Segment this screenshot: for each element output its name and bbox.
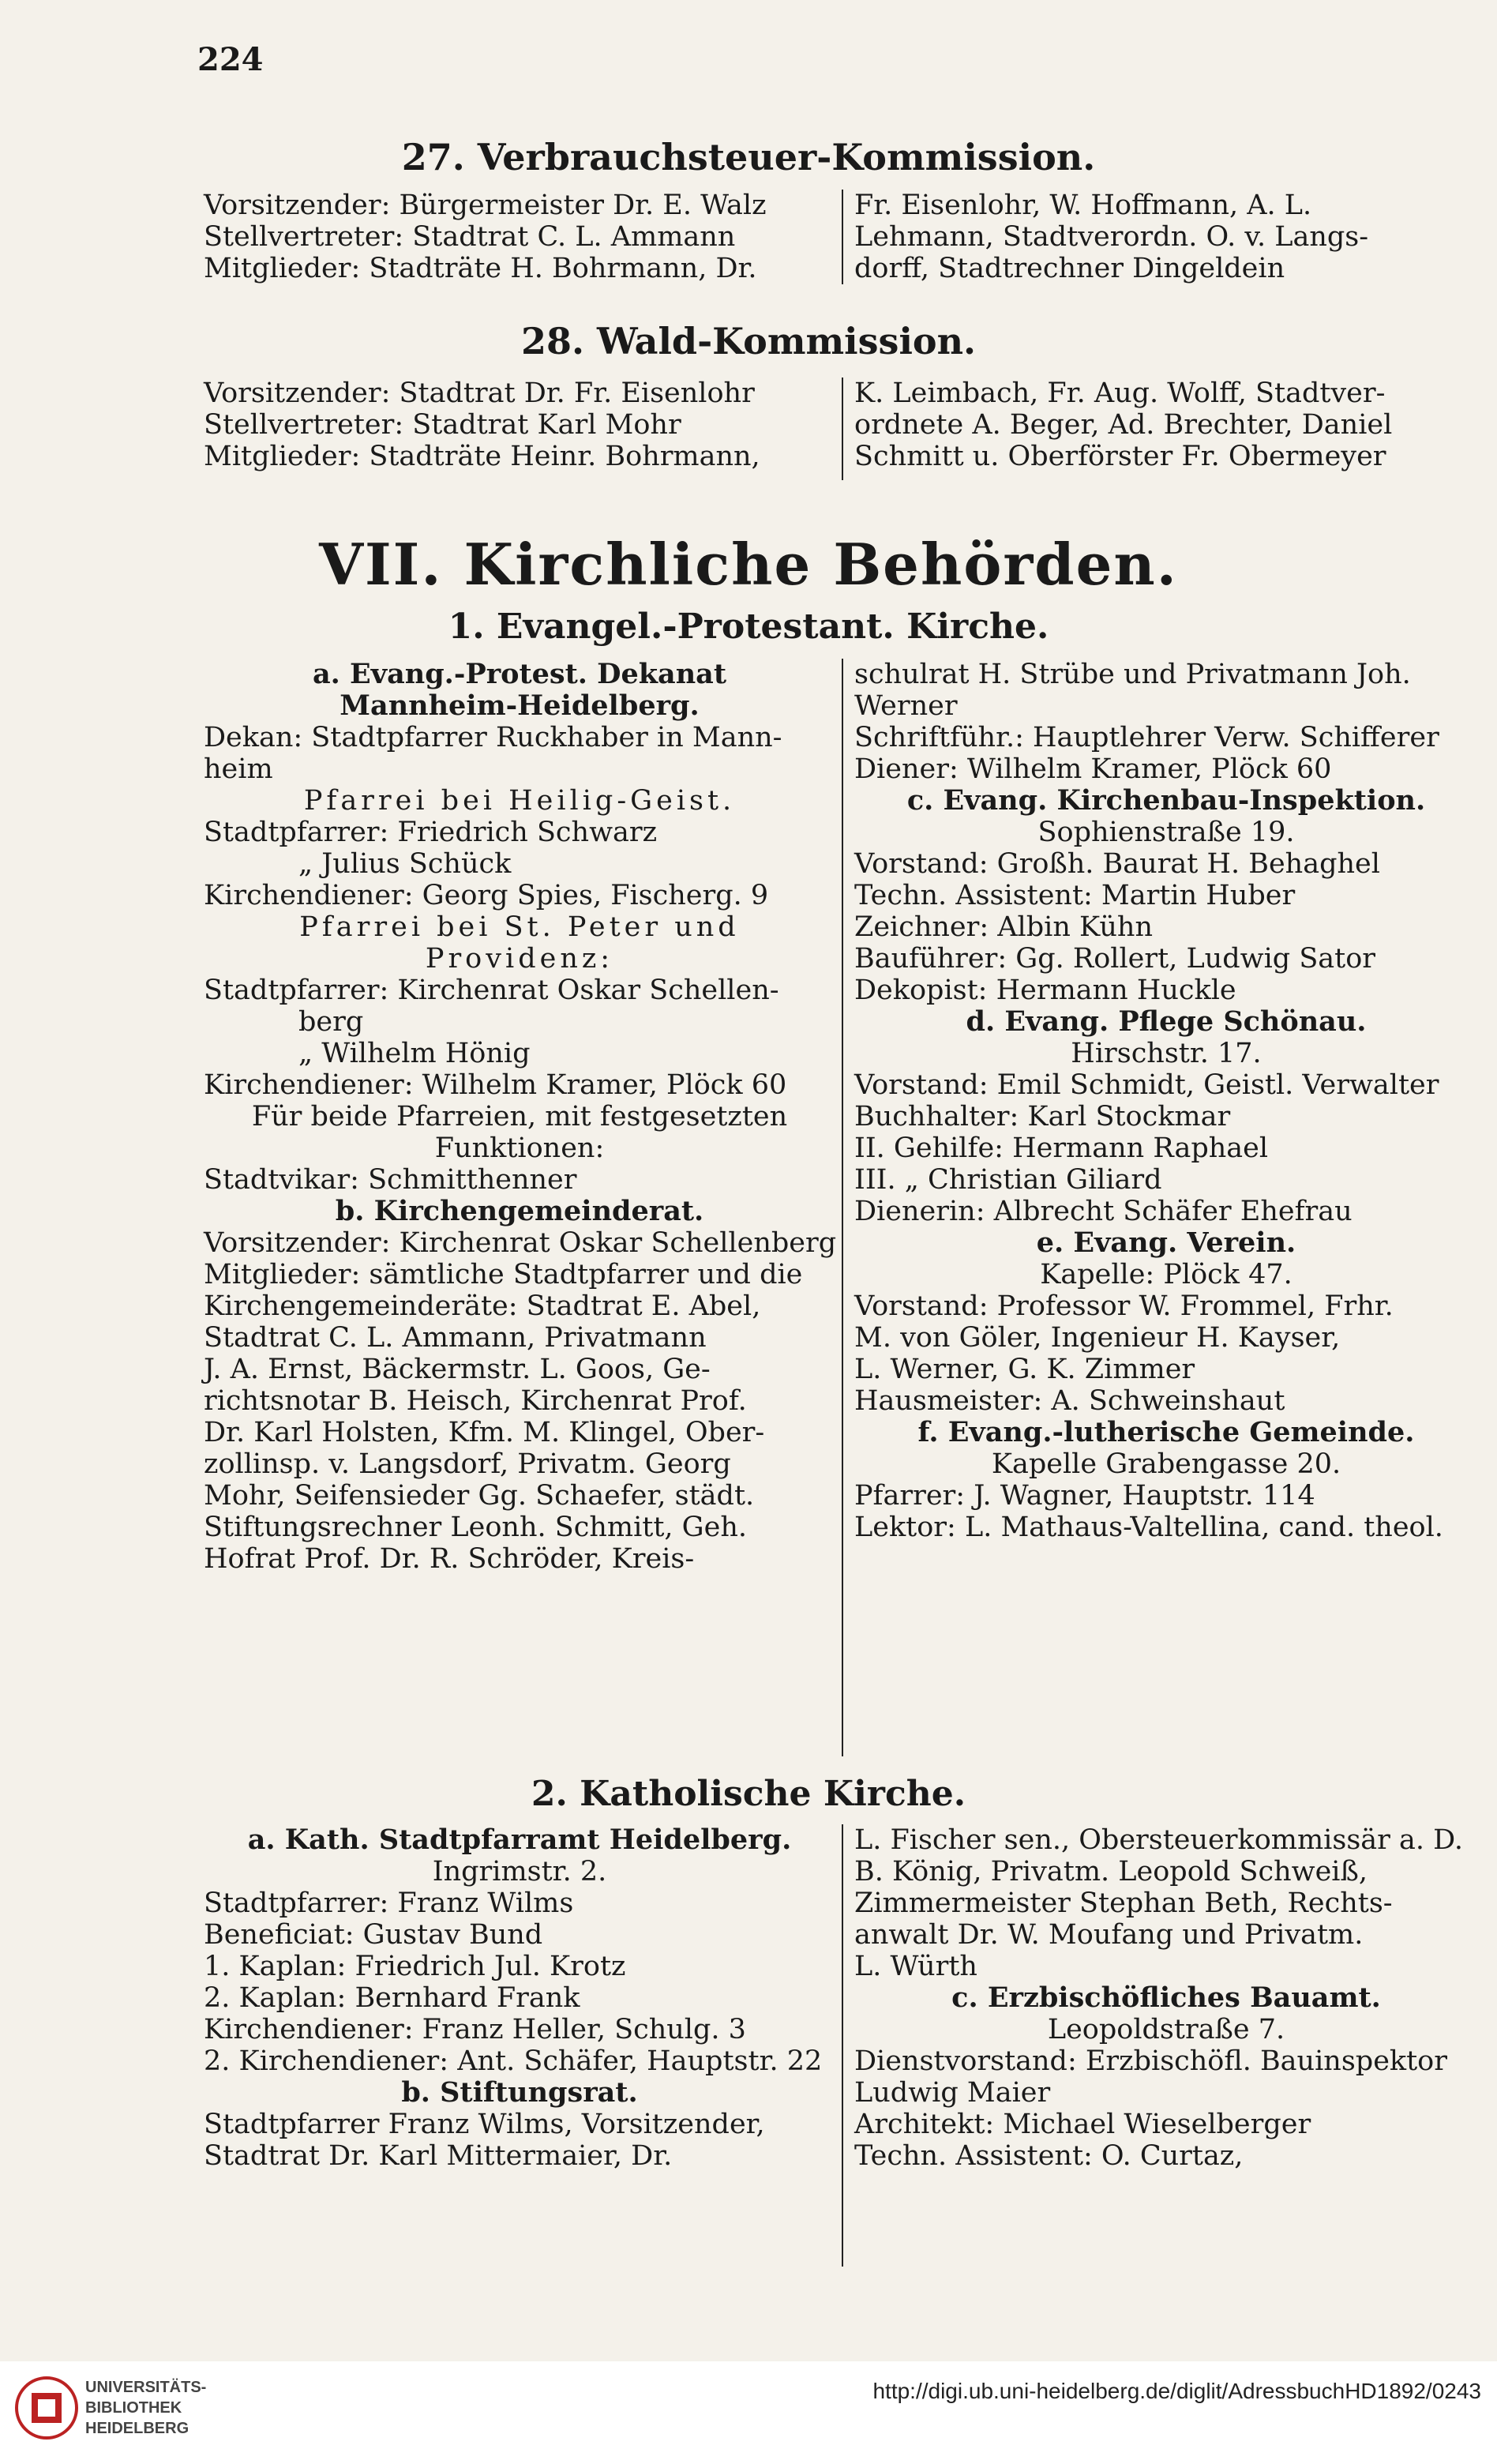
text-line: Vorstand: Emil Schmidt, Geistl. Verwalter [854, 1069, 1439, 1101]
text-line: Stadtrat C. L. Ammann, Privatmann [204, 1322, 707, 1354]
text-line: berg [298, 1006, 364, 1038]
text-line: „ Julius Schück [298, 848, 512, 880]
text-line: Vorstand: Großh. Baurat H. Behaghel [854, 848, 1380, 880]
section-28-title: 28. Wald-Kommission. [520, 320, 977, 362]
text-line: a. Kath. Stadtpfarramt Heidelberg. [247, 1824, 792, 1856]
column-divider [842, 190, 843, 284]
text-line: Vorsitzender: Stadtrat Dr. Fr. Eisenlohr [204, 377, 755, 409]
text-line: Stadtpfarrer Franz Wilms, Vorsitzender, [204, 2109, 765, 2140]
text-line: Diener: Wilhelm Kramer, Plöck 60 [854, 753, 1332, 785]
text-line: 2. Kirchendiener: Ant. Schäfer, Hauptstr. 22 [204, 2045, 823, 2077]
text-line: 1. Kaplan: Friedrich Jul. Krotz [204, 1951, 626, 1982]
text-line: Funktionen: [434, 1132, 605, 1164]
footer-bar [0, 2361, 1497, 2464]
text-line: richtsnotar B. Heisch, Kirchenrat Prof. [204, 1385, 747, 1417]
text-line: J. A. Ernst, Bäckermstr. L. Goos, Ge- [204, 1354, 711, 1385]
text-line: a. Evang.-Protest. Dekanat [313, 658, 726, 690]
text-line: Stadtpfarrer: Friedrich Schwarz [204, 817, 658, 848]
logo-line: HEIDELBERG [85, 2420, 189, 2437]
text-line: Schriftführ.: Hauptlehrer Verw. Schifferer [854, 722, 1439, 753]
text-line: Mitglieder: sämtliche Stadtpfarrer und die [204, 1259, 803, 1290]
text-line: Mannheim-Heidelberg. [340, 689, 700, 722]
text-line: ordnete A. Beger, Ad. Brechter, Daniel [854, 409, 1393, 441]
text-line: III. „ Christian Giliard [854, 1164, 1162, 1196]
catholic-right-column [854, 1824, 1478, 2172]
section-28-right [854, 377, 1470, 472]
text-line: Kirchendiener: Georg Spies, Fischerg. 9 [204, 880, 769, 911]
subsection-1-title: 1. Evangel.-Protestant. Kirche. [448, 607, 1049, 647]
text-line: Kirchengemeinderäte: Stadtrat E. Abel, [204, 1290, 761, 1322]
text-line: Fr. Eisenlohr, W. Hoffmann, A. L. [854, 190, 1312, 221]
text-line: Vorsitzender: Bürgermeister Dr. E. Walz [204, 190, 767, 221]
column-divider [842, 1824, 843, 2267]
text-line: Kirchendiener: Franz Heller, Schulg. 3 [204, 2014, 746, 2045]
text-line: Zeichner: Albin Kühn [854, 911, 1154, 943]
text-line: d. Evang. Pflege Schönau. [966, 1005, 1367, 1038]
catholic-left-column [204, 1824, 835, 2172]
text-line: Kirchendiener: Wilhelm Kramer, Plöck 60 [204, 1069, 787, 1101]
text-line: Dekopist: Hermann Huckle [854, 975, 1236, 1006]
text-line: Ludwig Maier [854, 2077, 1051, 2109]
text-line: Stiftungsrechner Leonh. Schmitt, Geh. [204, 1512, 747, 1543]
text-line: anwalt Dr. W. Moufang und Privatm. [854, 1919, 1364, 1951]
university-seal-icon [14, 2376, 79, 2440]
page-number: 224 [197, 41, 264, 78]
text-line: L. Werner, G. K. Zimmer [854, 1354, 1195, 1385]
text-line: Stellvertreter: Stadtrat Karl Mohr [204, 409, 681, 441]
logo-line: BIBLIOTHEK [85, 2399, 182, 2417]
column-divider [842, 659, 843, 1756]
text-line: Dr. Karl Holsten, Kfm. M. Klingel, Ober- [204, 1417, 765, 1448]
text-line: Mohr, Seifensieder Gg. Schaefer, städt. [204, 1480, 755, 1512]
text-line: Beneficiat: Gustav Bund [204, 1919, 543, 1951]
section-27-title: 27. Verbrauchsteuer-Kommission. [401, 136, 1096, 178]
text-line: Pfarrei bei St. Peter und [299, 911, 740, 943]
text-line: Hausmeister: A. Schweinshaut [854, 1385, 1285, 1417]
text-line: f. Evang.-lutherische Gemeinde. [917, 1416, 1415, 1448]
text-line: e. Evang. Verein. [1036, 1226, 1296, 1259]
text-line: Pfarrer: J. Wagner, Hauptstr. 114 [854, 1480, 1315, 1512]
text-line: 2. Kaplan: Bernhard Frank [204, 1982, 580, 2014]
source-url-link[interactable]: http://digi.ub.uni-heidelberg.de/diglit/AdressbuchHD1892/0243 [872, 2379, 1481, 2403]
text-line: Pfarrei bei Heilig-Geist. [303, 785, 736, 817]
text-line: Kapelle: Plöck 47. [1040, 1259, 1293, 1290]
text-line: L. Würth [854, 1951, 977, 1982]
protestant-right-column [854, 659, 1478, 1543]
subsection-2-title: 2. Katholische Kirche. [531, 1774, 966, 1814]
text-line: c. Erzbischöfliches Bauamt. [951, 1981, 1381, 2014]
text-line: Bauführer: Gg. Rollert, Ludwig Sator [854, 943, 1376, 975]
text-line: Buchhalter: Karl Stockmar [854, 1101, 1231, 1132]
text-line: Providenz: [425, 943, 614, 975]
text-line: Stadtpfarrer: Franz Wilms [204, 1887, 574, 1919]
text-line: Hofrat Prof. Dr. R. Schröder, Kreis- [204, 1543, 695, 1575]
text-line: K. Leimbach, Fr. Aug. Wolff, Stadtver- [854, 377, 1386, 409]
text-line: Techn. Assistent: Martin Huber [854, 880, 1296, 911]
text-line: Dienerin: Albrecht Schäfer Ehefrau [854, 1196, 1353, 1227]
text-line: Ingrimstr. 2. [432, 1856, 607, 1887]
protestant-left-column [204, 659, 835, 1575]
text-line: zollinsp. v. Langsdorf, Privatm. Georg [204, 1448, 731, 1480]
text-line: heim [204, 753, 273, 785]
text-line: b. Kirchengemeinderat. [335, 1195, 704, 1227]
text-line: Stellvertreter: Stadtrat C. L. Ammann [204, 221, 736, 253]
text-line: Vorsitzender: Kirchenrat Oskar Schellenberg [204, 1227, 837, 1259]
text-line: L. Fischer sen., Obersteuerkommissär a. D. [854, 1824, 1464, 1856]
library-logo-text [85, 2377, 206, 2439]
text-line: M. von Göler, Ingenieur H. Kayser, [854, 1322, 1341, 1354]
text-line: Leopoldstraße 7. [1047, 2014, 1285, 2045]
text-line: Kapelle Grabengasse 20. [991, 1448, 1341, 1480]
text-line: Lektor: L. Mathaus-Valtellina, cand. theol. [854, 1512, 1443, 1543]
section-27-right [854, 190, 1470, 284]
text-line: B. König, Privatm. Leopold Schweiß, [854, 1856, 1368, 1887]
text-line: Architekt: Michael Wieselberger [854, 2109, 1311, 2140]
text-line: c. Evang. Kirchenbau-Inspektion. [906, 784, 1426, 817]
text-line: „ Wilhelm Hönig [298, 1038, 531, 1069]
text-line: Techn. Assistent: O. Curtaz, [854, 2140, 1244, 2172]
text-line: Schmitt u. Oberförster Fr. Obermeyer [854, 441, 1386, 472]
text-line: Werner [854, 690, 958, 722]
text-line: b. Stiftungsrat. [401, 2076, 638, 2109]
logo-line: UNIVERSITÄTS- [85, 2379, 207, 2396]
text-line: schulrat H. Strübe und Privatmann Joh. [854, 659, 1411, 690]
text-line: Stadtrat Dr. Karl Mittermaier, Dr. [204, 2140, 673, 2172]
text-line: Hirschstr. 17. [1071, 1038, 1262, 1069]
text-line: Stadtvikar: Schmitthenner [204, 1164, 577, 1196]
chapter-title: VII. Kirchliche Behörden. [319, 531, 1178, 598]
text-line: dorff, Stadtrechner Dingeldein [854, 253, 1285, 284]
text-line: Stadtpfarrer: Kirchenrat Oskar Schellen- [204, 975, 779, 1006]
text-line: Sophienstraße 19. [1037, 817, 1295, 848]
text-line: Zimmermeister Stephan Beth, Rechts- [854, 1887, 1393, 1919]
text-line: Für beide Pfarreien, mit festgesetzten [251, 1101, 788, 1132]
text-line: Mitglieder: Stadträte H. Bohrmann, Dr. [204, 253, 757, 284]
text-line: Dekan: Stadtpfarrer Ruckhaber in Mann- [204, 722, 782, 753]
text-line: II. Gehilfe: Hermann Raphael [854, 1132, 1269, 1164]
section-28-left [204, 377, 835, 472]
text-line: Vorstand: Professor W. Frommel, Frhr. [854, 1290, 1394, 1322]
column-divider [842, 377, 843, 480]
text-line: Mitglieder: Stadträte Heinr. Bohrmann, [204, 441, 760, 472]
section-27-left [204, 190, 835, 284]
text-line: Lehmann, Stadtverordn. O. v. Langs- [854, 221, 1369, 253]
text-line: Dienstvorstand: Erzbischöfl. Bauinspektor [854, 2045, 1447, 2077]
